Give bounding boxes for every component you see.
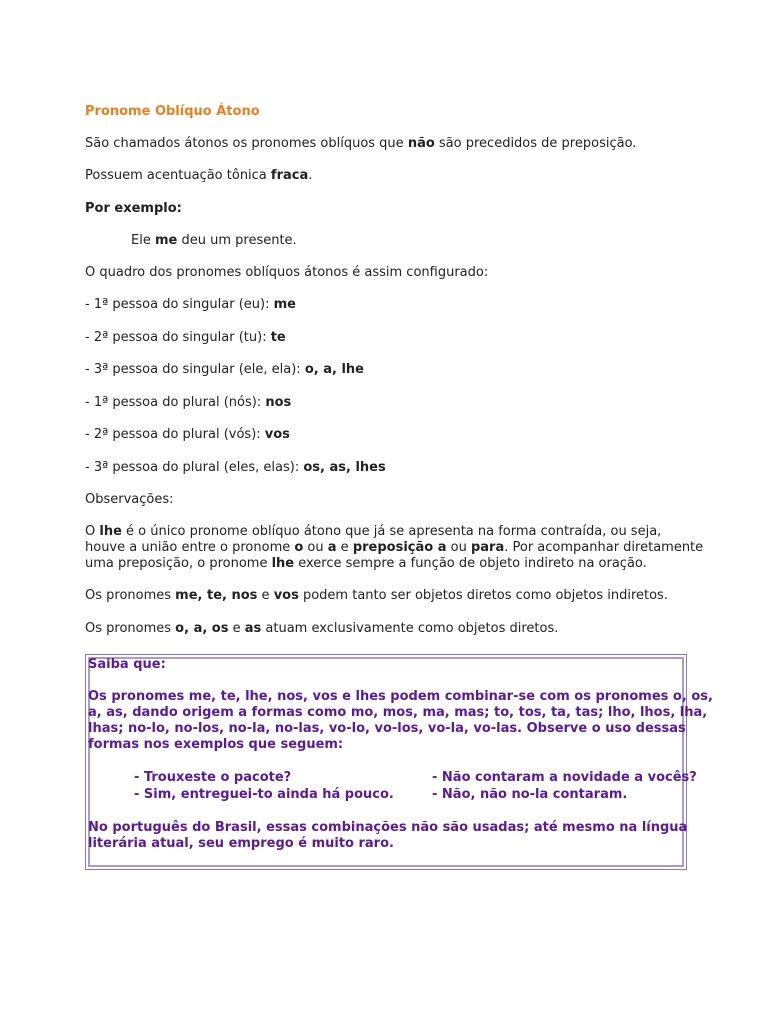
text: houve a união entre o pronome: [85, 540, 295, 555]
list-item: [85, 395, 291, 411]
text: . Por acompanhar diretamente: [504, 540, 704, 555]
note-example-left: - Sim, entreguei-to ainda há pouco.: [134, 787, 394, 802]
list-item: [85, 330, 286, 346]
list-item: [85, 460, 386, 476]
list-item: [85, 427, 290, 443]
list-label: - 1ª pessoa do singular (eu):: [85, 297, 274, 312]
note-heading: Saiba que:: [88, 657, 166, 672]
list-item: [85, 297, 296, 313]
list-value: te: [270, 330, 286, 345]
text: atuam exclusivamente como objetos diretos.: [261, 621, 559, 636]
emphasis: lhe: [99, 524, 122, 539]
note-example-right: - Não contaram a novidade a vocês?: [432, 770, 697, 785]
observations-heading: Observações:: [85, 492, 174, 507]
paragraph-definition: [85, 136, 636, 152]
list-label: - 2ª pessoa do singular (tu):: [85, 330, 271, 345]
text: e: [336, 540, 353, 555]
list-item: [85, 362, 364, 378]
text: ou: [303, 540, 328, 555]
observation-1-line-1: [85, 524, 661, 540]
observation-3: [85, 621, 558, 637]
list-label: - 3ª pessoa do singular (ele, ela):: [85, 362, 305, 377]
observation-1-line-2: [85, 540, 703, 556]
observation-2: [85, 588, 668, 604]
emphasis: lhe: [271, 556, 295, 571]
text: exerce sempre a função de objeto indireto na oração.: [294, 556, 647, 571]
text: deu um presente.: [177, 233, 297, 248]
paragraph-table-intro: O quadro dos pronomes oblíquos átonos é assim configurado:: [85, 265, 489, 280]
list-value: vos: [264, 427, 290, 442]
text: é o único pronome oblíquo átono que já se apresenta na forma contraída, ou seja,: [121, 524, 662, 539]
note-line: lhas; no-lo, no-los, no-la, no-las, vo-lo, vo-los, vo-la, vo-las. Observe o uso dessas: [88, 721, 686, 736]
emphasis: as: [244, 621, 262, 636]
text: Possuem acentuação tônica: [85, 168, 271, 183]
note-closing-line: literária atual, seu emprego é muito raro.: [88, 836, 394, 851]
list-value: me: [273, 297, 296, 312]
note-line: formas nos exemplos que seguem:: [88, 737, 344, 752]
emphasis: me, te, nos: [175, 588, 258, 603]
text: são precedidos de preposição.: [434, 136, 637, 151]
note-line: a, as, dando origem a formas como mo, mos, ma, mas; to, tos, ta, tas; lho, lhos, lha,: [88, 705, 708, 720]
emphasis: o, a, os: [175, 621, 229, 636]
emphasis: a: [327, 540, 337, 555]
emphasis: fraca: [270, 168, 309, 183]
text: e: [257, 588, 274, 603]
text: Ele: [131, 233, 155, 248]
list-label: - 2ª pessoa do plural (vós):: [85, 427, 265, 442]
emphasis: o: [294, 540, 304, 555]
emphasis: não: [407, 136, 435, 151]
list-label: - 1ª pessoa do plural (nós):: [85, 395, 266, 410]
page-title: Pronome Oblíquo Átono: [85, 104, 260, 119]
text: O: [85, 524, 100, 539]
example-sentence: [85, 233, 297, 249]
text: e: [228, 621, 245, 636]
list-value: nos: [265, 395, 292, 410]
note-example-right: - Não, não no-la contaram.: [432, 787, 628, 802]
note-line: Os pronomes me, te, lhe, nos, vos e lhes podem combinar-se com os pronomes o, os,: [88, 689, 713, 704]
paragraph-accent: [85, 168, 312, 184]
example-heading: [85, 201, 182, 217]
note-closing-line: No português do Brasil, essas combinações não são usadas; até mesmo na língua: [88, 820, 688, 835]
emphasis: preposição a: [352, 540, 447, 555]
text: ou: [446, 540, 471, 555]
text: uma preposição, o pronome: [85, 556, 272, 571]
list-value: os, as, lhes: [303, 460, 386, 475]
list-value: o, a, lhe: [304, 362, 364, 377]
emphasis: para: [470, 540, 505, 555]
observation-1-line-3: [85, 556, 647, 572]
text: .: [308, 168, 313, 183]
text: Os pronomes: [85, 588, 176, 603]
emphasis: vos: [273, 588, 299, 603]
text: Os pronomes: [85, 621, 176, 636]
list-label: - 3ª pessoa do plural (eles, elas):: [85, 460, 304, 475]
text: São chamados átonos os pronomes oblíquos que: [85, 136, 408, 151]
note-example-left: - Trouxeste o pacote?: [134, 770, 292, 785]
text: podem tanto ser objetos diretos como objetos indiretos.: [298, 588, 668, 603]
emphasis: me: [154, 233, 178, 248]
example-label: Por exemplo:: [85, 201, 182, 216]
